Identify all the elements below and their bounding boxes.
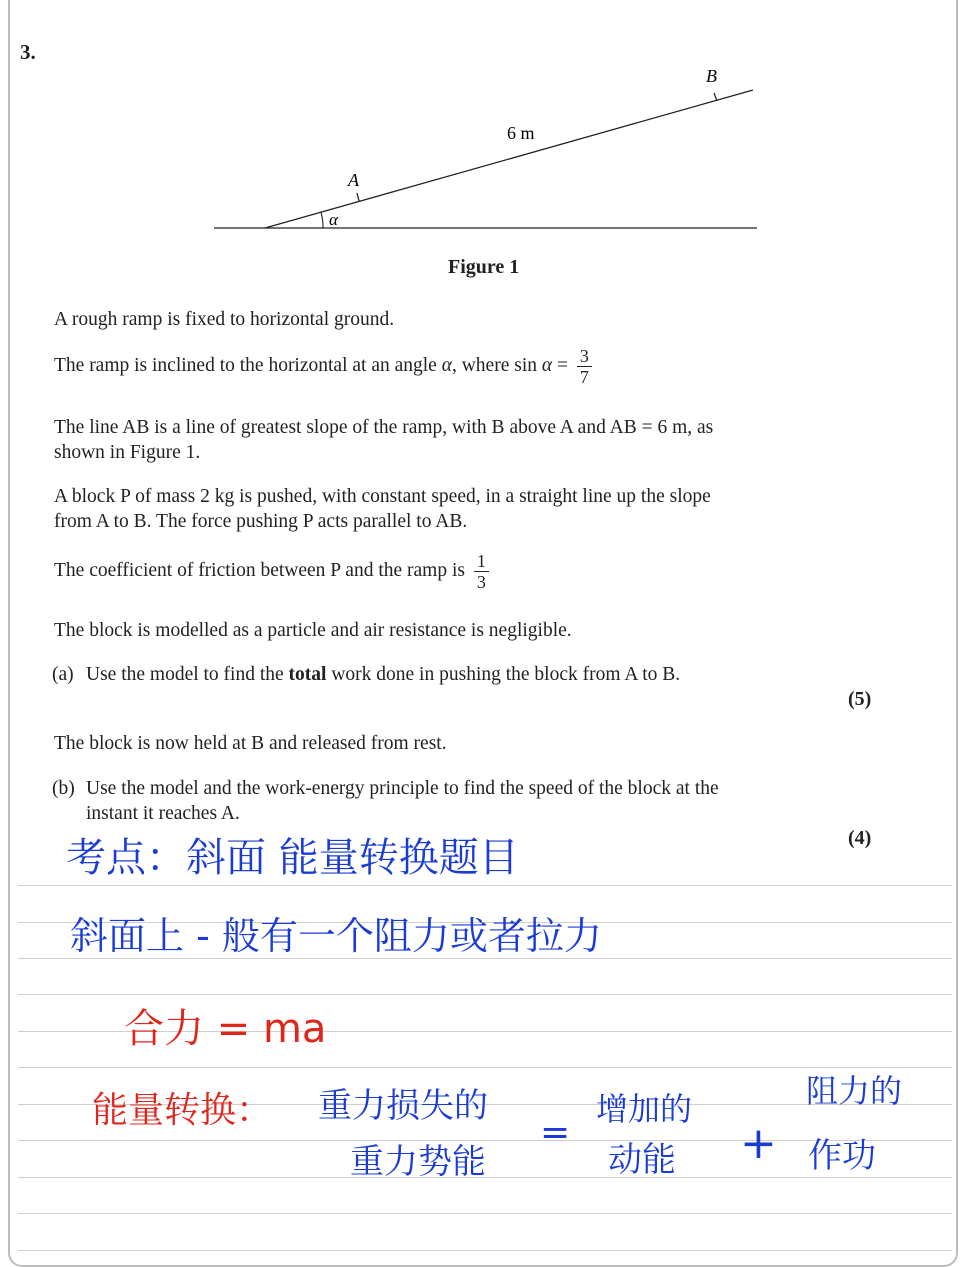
part-a-marks: (5) xyxy=(848,688,872,710)
angle-arc xyxy=(321,212,323,228)
handwritten-note-ke: 动能 xyxy=(608,1140,676,1180)
fraction-one-third: $\frac{1}{3}$ xyxy=(474,551,489,592)
handwritten-note-gpe: 重力势能 xyxy=(350,1142,486,1182)
handwritten-equals: = xyxy=(540,1112,571,1153)
length-label: 6 m xyxy=(507,123,535,143)
fraction-three-sevenths: $\frac{3}{7}$ xyxy=(577,346,592,387)
handwritten-note-net-force: 合力 = ma xyxy=(124,1006,327,1052)
handwritten-note-slope: 斜面上 - 般有一个阻力或者拉力 xyxy=(70,914,602,958)
point-a-label: A xyxy=(348,170,359,190)
ruled-line xyxy=(18,885,952,886)
question-number: 3. xyxy=(20,40,36,64)
handwritten-note-work: 作功 xyxy=(808,1136,876,1176)
part-b: (b) Use the model and the work-energy principle to find the speed of the block at the instant it reaches A. xyxy=(52,778,719,824)
part-a: (a) Use the model to find the total work done in pushing the block from A to B. xyxy=(52,664,681,685)
point-b-tick xyxy=(714,93,717,101)
handwritten-note-gpe-lost: 重力损失的 xyxy=(318,1086,488,1126)
ruled-line xyxy=(18,1250,952,1251)
point-b-label: B xyxy=(706,66,717,86)
angle-label: α xyxy=(329,210,338,229)
paragraph-block: A block P of mass 2 kg is pushed, with constant speed, in a straight line up the slope from A to B. The force pushing P acts parallel to AB. xyxy=(54,486,711,532)
handwritten-note-increase: 增加的 xyxy=(596,1090,693,1128)
ramp-figure xyxy=(0,0,969,300)
handwritten-note-resistance: 阻力的 xyxy=(806,1072,903,1110)
handwritten-note-topic: 考点：斜面 能量转换题目 xyxy=(66,835,519,881)
part-b-marks: (4) xyxy=(848,827,872,849)
paragraph-model: The block is modelled as a particle and air resistance is negligible. xyxy=(54,620,572,641)
ramp-line xyxy=(265,90,753,228)
paragraph-released: The block is now held at B and released from rest. xyxy=(54,733,447,754)
figure-caption: Figure 1 xyxy=(448,256,520,278)
ruled-line xyxy=(18,1213,952,1214)
paragraph-angle: The ramp is inclined to the horizontal at an angle α, where sin α = $\frac{3}{7}$ xyxy=(54,346,814,387)
handwritten-note-energy-label: 能量转换： xyxy=(92,1090,273,1131)
point-a-tick xyxy=(357,193,359,201)
handwritten-plus: + xyxy=(740,1118,777,1169)
paragraph-line-ab: The line AB is a line of greatest slope of the ramp, with B above A and AB = 6 m, as shown in Figure 1. xyxy=(54,417,714,463)
paragraph-friction: The coefficient of friction between P and the ramp is $\frac{1}{3}$ xyxy=(54,551,814,592)
ruled-line xyxy=(18,994,952,995)
paragraph-ramp: A rough ramp is fixed to horizontal ground. xyxy=(54,309,395,330)
